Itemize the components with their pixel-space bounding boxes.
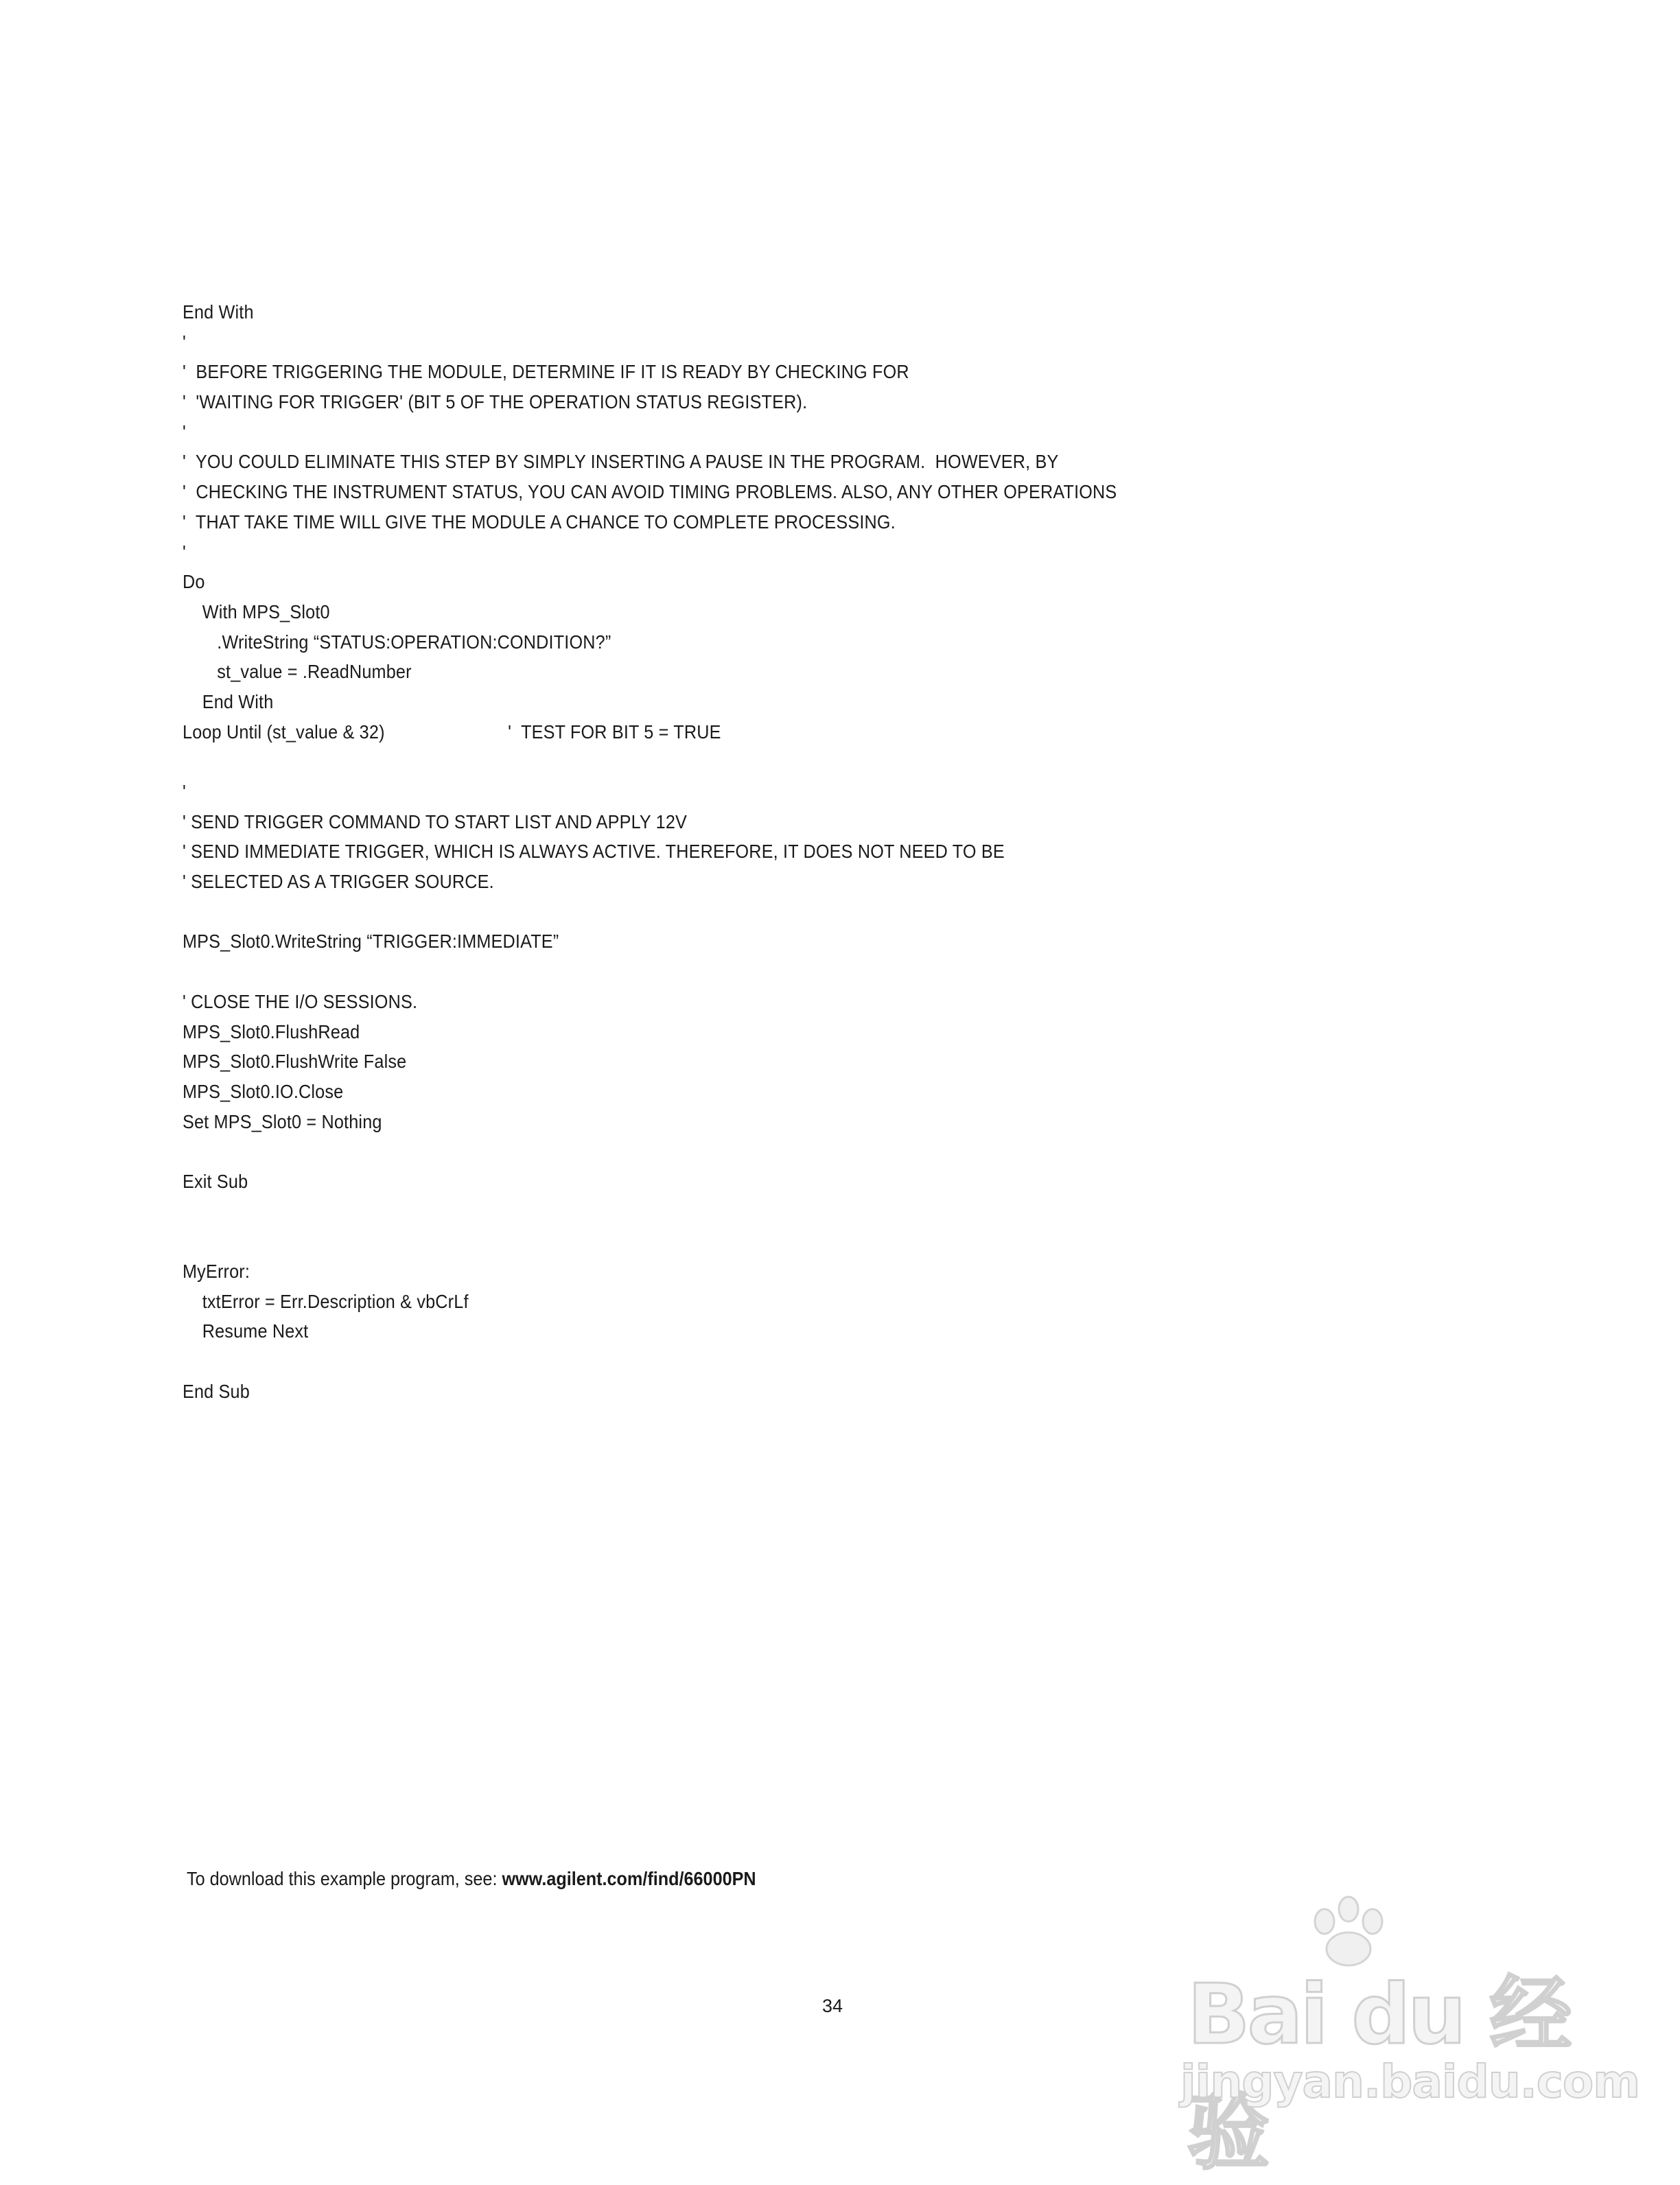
- download-note: [187, 1868, 756, 1890]
- code-line: [183, 1346, 1117, 1377]
- code-line: ': [183, 781, 186, 802]
- code-line: MPS_Slot0.FlushWrite False: [183, 1051, 407, 1073]
- code-line: ': [183, 541, 186, 563]
- code-line: [183, 957, 1117, 987]
- code-line: ' SEND TRIGGER COMMAND TO START LIST AND APPLY 12V: [183, 810, 688, 832]
- download-link[interactable]: www.agilent.com/find/66000PN: [502, 1868, 756, 1889]
- baidu-watermark: [1167, 1894, 1640, 2181]
- code-listing: [183, 297, 1117, 1406]
- download-note-text: To download this example program, see:: [187, 1868, 502, 1889]
- code-line: End With: [183, 690, 274, 712]
- code-line: Resume Next: [183, 1320, 309, 1342]
- code-line: End Sub: [183, 1380, 250, 1402]
- code-line: [183, 1136, 1117, 1167]
- code-line: txtError = Err.Description & vbCrLf: [183, 1290, 469, 1312]
- code-line: Exit Sub: [183, 1170, 248, 1192]
- code-line: Set MPS_Slot0 = Nothing: [183, 1110, 382, 1132]
- code-line: ' THAT TAKE TIME WILL GIVE THE MODULE A CHANCE TO COMPLETE PROCESSING.: [183, 511, 896, 533]
- code-line: ' 'WAITING FOR TRIGGER' (BIT 5 OF THE OPERATION STATUS REGISTER).: [183, 391, 808, 413]
- code-line: Loop Until (st_value & 32) ' TEST FOR BIT 5 = TRUE: [183, 721, 721, 743]
- code-line: st_value = .ReadNumber: [183, 661, 412, 683]
- code-line: [183, 1226, 1117, 1257]
- watermark-domain: jingyan.baidu.com: [1180, 2055, 1640, 2108]
- code-line: MyError:: [183, 1261, 250, 1282]
- code-line: Do: [183, 571, 205, 593]
- code-line: ' SEND IMMEDIATE TRIGGER, WHICH IS ALWAYS ACTIVE. THEREFORE, IT DOES NOT NEED TO BE: [183, 841, 1005, 863]
- code-line: .WriteString “STATUS:OPERATION:CONDITION?”: [183, 631, 611, 653]
- code-line: ': [183, 421, 186, 443]
- code-line: ' BEFORE TRIGGERING THE MODULE, DETERMINE IF IT IS READY BY CHECKING FOR: [183, 361, 909, 383]
- code-line: ': [183, 331, 186, 353]
- code-line: [183, 1197, 1117, 1227]
- code-line: With MPS_Slot0: [183, 600, 330, 622]
- code-line: MPS_Slot0.IO.Close: [183, 1080, 344, 1102]
- code-line: ' CLOSE THE I/O SESSIONS.: [183, 990, 418, 1012]
- code-line: ' YOU COULD ELIMINATE THIS STEP BY SIMPLY INSERTING A PAUSE IN THE PROGRAM. HOWEVER, BY: [183, 451, 1059, 473]
- code-line: MPS_Slot0.FlushRead: [183, 1020, 360, 1042]
- code-line: ' CHECKING THE INSTRUMENT STATUS, YOU CAN AVOID TIMING PROBLEMS. ALSO, ANY OTHER OPERATIONS: [183, 481, 1117, 503]
- code-line: ' SELECTED AS A TRIGGER SOURCE.: [183, 871, 494, 893]
- code-line: End With: [183, 301, 254, 323]
- watermark-brand: Bai du 经验: [1187, 1967, 1570, 2181]
- code-line: [183, 747, 1117, 777]
- page-number: 34: [822, 1996, 843, 2016]
- code-line: MPS_Slot0.WriteString “TRIGGER:IMMEDIATE”: [183, 931, 559, 953]
- code-line: [183, 897, 1117, 927]
